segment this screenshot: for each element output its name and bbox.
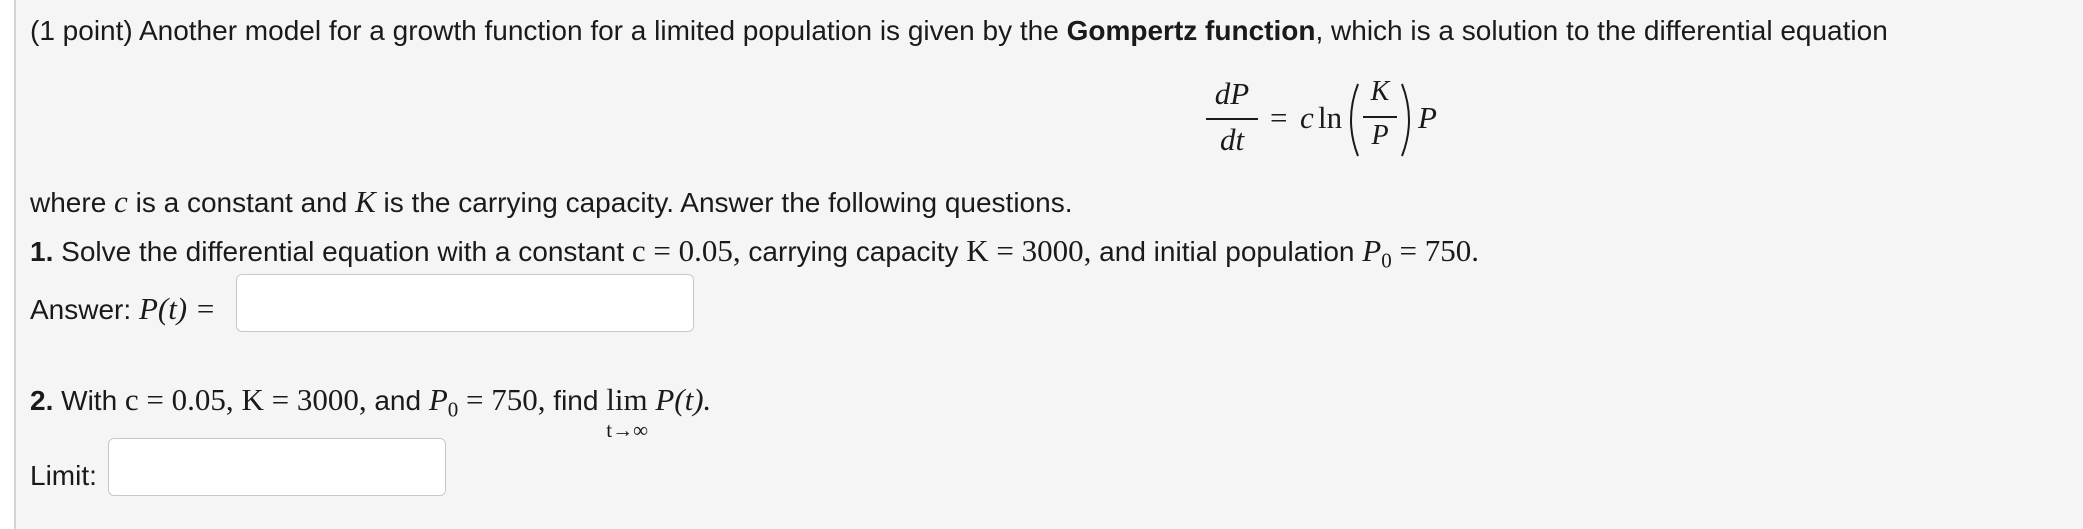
question-2-text [30, 382, 712, 442]
q1-t1: Solve the differential equation with a constant [53, 236, 632, 267]
answer-1-input[interactable] [236, 274, 694, 332]
right-paren [1398, 82, 1418, 158]
where-text [30, 185, 1072, 220]
lim-text: lim [606, 382, 648, 417]
question-1-text [30, 234, 1479, 278]
q2-number: 2. [30, 385, 54, 416]
lhs-fraction-bar [1206, 118, 1258, 120]
lim-expression: P(t). [655, 382, 712, 417]
q2-k-eq: K = 3000, [241, 382, 367, 417]
q2-p0: P [428, 382, 448, 417]
limit-input[interactable] [108, 438, 446, 496]
q1-p0-sub: 0 [1381, 248, 1392, 273]
where-c: c [114, 184, 128, 219]
intro-text [30, 14, 1888, 48]
q1-p0: P [1362, 233, 1382, 268]
intro-suffix: , which is a solution to the differential equation [1315, 15, 1888, 46]
limit-operator [606, 382, 649, 442]
q2-t3: find [545, 385, 607, 416]
where-t1: where [30, 187, 115, 218]
q1-c-eq: c = 0.05, [631, 233, 741, 268]
lim-subscript: t→∞ [606, 418, 649, 442]
where-t2: is a constant and [127, 187, 356, 218]
intro-bold-term: Gompertz function [1066, 15, 1316, 46]
intro-prefix: (1 point) Another model for a growth function for a limited population is given by the [30, 15, 1067, 46]
inner-denominator: P [1371, 120, 1389, 151]
answer-label-text: Answer: [30, 294, 139, 325]
q2-t1: With [53, 385, 125, 416]
q1-t2: carrying capacity [740, 236, 967, 267]
q2-c-eq: c = 0.05, [124, 382, 234, 417]
constant-c: c [1300, 100, 1314, 135]
where-k: K [355, 184, 376, 219]
q2-p0-sub: 0 [447, 397, 459, 422]
equals-sign: = [1270, 100, 1288, 135]
q1-k-eq: K = 3000, [966, 233, 1092, 268]
answer-label-math: P(t) = [138, 291, 216, 326]
lhs-numerator: dP [1214, 76, 1250, 111]
lhs-denominator: dt [1219, 122, 1245, 157]
q1-p0-val: = 750. [1391, 233, 1479, 268]
limit-label: Limit: [30, 460, 97, 491]
answer-1-label [30, 292, 216, 327]
q1-t3: and initial population [1091, 236, 1363, 267]
inner-numerator: K [1370, 76, 1390, 107]
where-t3: is the carrying capacity. Answer the following questions. [375, 187, 1073, 218]
inner-fraction-bar [1363, 116, 1397, 118]
q2-t2: and [366, 385, 429, 416]
left-paren [1342, 82, 1362, 158]
ln-operator: ln [1318, 100, 1343, 135]
trailing-p: P [1418, 100, 1437, 135]
problem-panel [14, 0, 2083, 529]
q2-p0-val: = 750, [458, 382, 546, 417]
gompertz-equation [1206, 76, 1486, 166]
q1-number: 1. [30, 236, 54, 267]
